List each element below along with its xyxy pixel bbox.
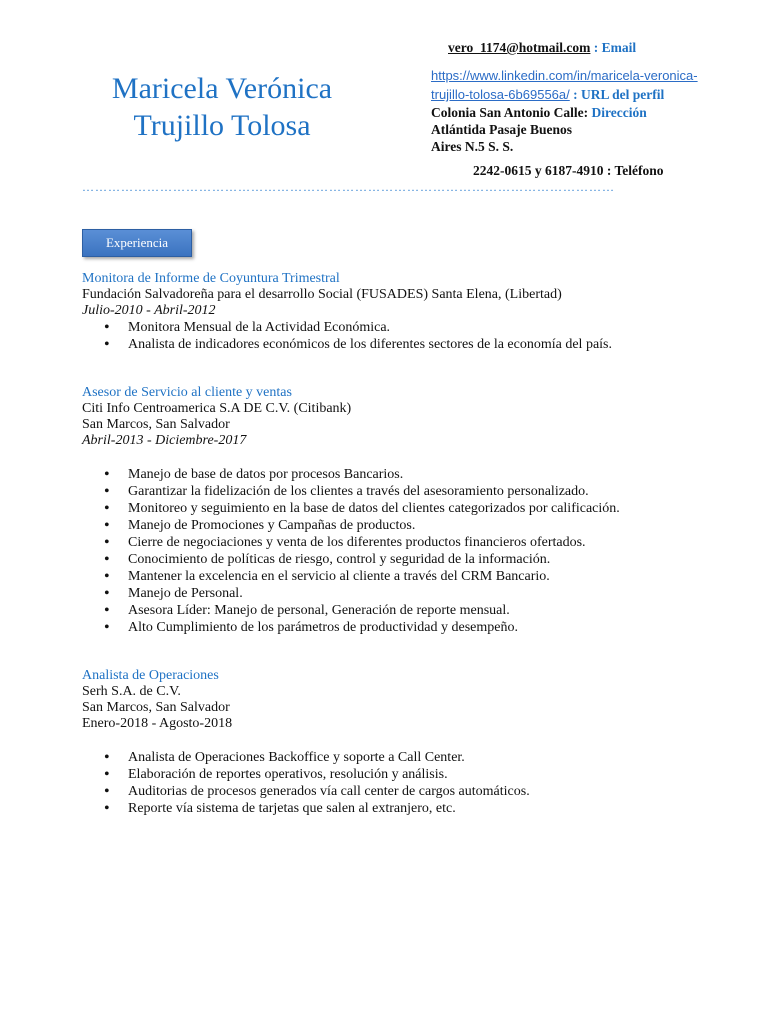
candidate-name (70, 70, 374, 144)
email-row (448, 40, 636, 56)
experience-section-button[interactable]: Experiencia (82, 229, 192, 257)
job-dates: Enero-2018 - Agosto-2018 (82, 716, 233, 731)
address-line-3: Aires N.5 S. S. (431, 139, 514, 154)
linkedin-url-line-1[interactable]: https://www.linkedin.com/in/maricela-veronica- (431, 68, 698, 83)
list-item: • Manejo de Personal. (82, 585, 722, 602)
list-item: • Mantener la excelencia en el servicio al cliente a través del CRM Bancario. (82, 568, 722, 585)
job-duties (82, 466, 722, 636)
list-item: • Conocimiento de políticas de riesgo, control y seguridad de la información. (82, 551, 722, 568)
phone-row: 2242-0615 y 6187-4910 : Teléfono (473, 163, 664, 178)
list-item: • Garantizar la fidelización de los clientes a través del asesoramiento personalizado. (82, 483, 722, 500)
list-item: • Analista de indicadores económicos de los diferentes sectores de la economía del país. (82, 336, 722, 353)
linkedin-block (431, 66, 731, 104)
linkedin-url-line-2[interactable]: trujillo-tolosa-6b69556a/ (431, 87, 570, 102)
job-org: Fundación Salvadoreña para el desarrollo Social (FUSADES) Santa Elena, (Libertad) (82, 287, 562, 302)
job-location: San Marcos, San Salvador (82, 700, 230, 715)
job-duties (82, 319, 722, 353)
job-title: Analista de Operaciones (82, 668, 219, 683)
job-dates: Julio-2010 - Abril-2012 (82, 303, 216, 318)
address-line-1: Colonia San Antonio Calle: (431, 105, 589, 120)
name-line-2: Trujillo Tolosa (133, 109, 311, 142)
job-entry-3 (82, 668, 722, 817)
list-item: • Alto Cumplimiento de los parámetros de productividad y desempeño. (82, 619, 722, 636)
job-title: Asesor de Servicio al cliente y ventas (82, 385, 292, 400)
job-title: Monitora de Informe de Coyuntura Trimestral (82, 271, 340, 286)
job-entry-1 (82, 271, 722, 353)
job-org: Citi Info Centroamerica S.A DE C.V. (Citibank) (82, 401, 352, 416)
list-item: • Manejo de Promociones y Campañas de productos. (82, 517, 722, 534)
list-item: • Auditorias de procesos generados vía call center de cargos automáticos. (82, 783, 722, 800)
list-item: • Monitora Mensual de la Actividad Económica. (82, 319, 722, 336)
email-label: : Email (593, 40, 637, 55)
name-line-1: Maricela Verónica (111, 72, 333, 105)
job-org: Serh S.A. de C.V. (82, 684, 181, 699)
address-block (431, 104, 647, 155)
address-line-2: Atlántida Pasaje Buenos (431, 122, 573, 137)
job-duties (82, 749, 722, 817)
list-item: • Analista de Operaciones Backoffice y soporte a Call Center. (82, 749, 722, 766)
list-item: • Reporte vía sistema de tarjetas que salen al extranjero, etc. (82, 800, 722, 817)
list-item: • Asesora Líder: Manejo de personal, Generación de reporte mensual. (82, 602, 722, 619)
header-divider: …………………………………………………………………………………………………………… (82, 180, 615, 192)
list-item: • Manejo de base de datos por procesos Bancarios. (82, 466, 722, 483)
linkedin-label: : URL del perfil (573, 87, 665, 102)
job-entry-2 (82, 385, 722, 636)
list-item: • Cierre de negociaciones y venta de los diferentes productos financieros ofertados. (82, 534, 722, 551)
address-label: Dirección (591, 105, 647, 120)
job-location: San Marcos, San Salvador (82, 417, 230, 432)
job-dates: Abril-2013 - Diciembre-2017 (82, 433, 247, 448)
list-item: • Monitoreo y seguimiento en la base de datos del clientes categorizados por calificación. (82, 500, 722, 517)
list-item: • Elaboración de reportes operativos, resolución y análisis. (82, 766, 722, 783)
email-address[interactable]: vero_1174@hotmail.com (448, 40, 591, 55)
